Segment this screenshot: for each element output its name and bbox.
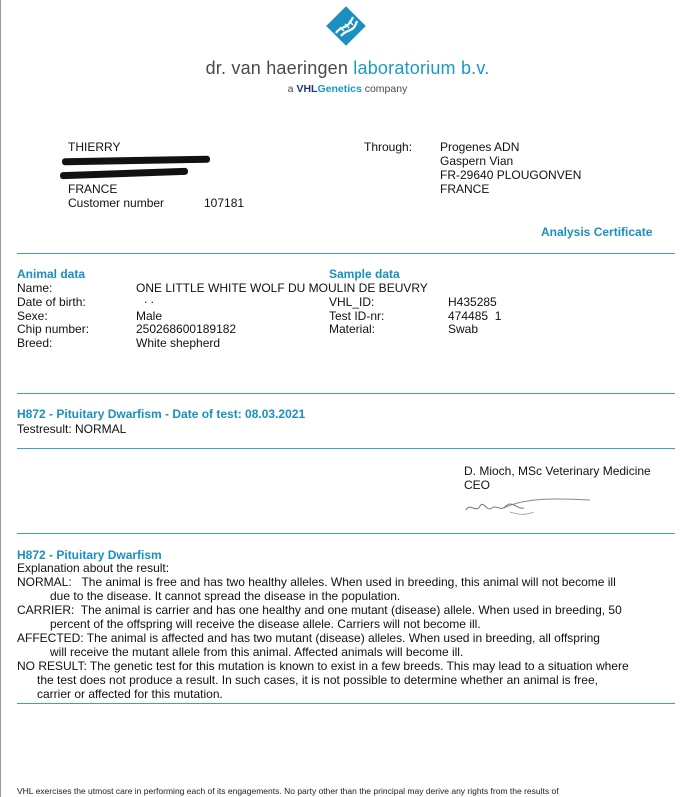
chip-label: Chip number:	[17, 322, 90, 336]
animal-data-heading: Animal data	[17, 267, 86, 281]
sex-label: Sexe:	[17, 309, 48, 323]
noresult-line-2: the test does not produce a result. In such cases, it is not possible to determine whether an animal is free,	[37, 673, 598, 687]
redacted-address-line-2	[60, 168, 188, 179]
vhl-id-label: VHL_ID:	[329, 295, 375, 309]
result-heading: H872 - Pituitary Dwarfism - Date of test: 08.03.2021	[17, 407, 306, 421]
sample-data-heading: Sample data	[329, 267, 400, 281]
affected-line-2: will receive the mutant allele from this animal. Affected animals will become ill.	[50, 645, 464, 659]
sex-value: Male	[136, 309, 163, 323]
divider	[17, 253, 675, 254]
redacted-address-line-1	[62, 156, 210, 166]
lab-name: dr. van haeringen laboratorium b.v.	[205, 58, 490, 78]
signatory-title: CEO	[464, 478, 491, 492]
vhl-id-value: H435285	[448, 295, 497, 309]
breed-label: Breed:	[17, 336, 53, 350]
test-result: Testresult: NORMAL	[17, 422, 127, 436]
dob-label: Date of birth:	[17, 295, 86, 309]
explanation-intro: Explanation about the result:	[17, 561, 170, 575]
divider	[17, 533, 675, 534]
material-label: Material:	[329, 322, 376, 336]
test-id-label: Test ID-nr:	[329, 309, 385, 323]
through-label: Through:	[364, 140, 413, 154]
name-label: Name:	[17, 281, 53, 295]
chip-value: 250268600189182	[136, 322, 237, 336]
customer-country: FRANCE	[68, 182, 118, 196]
divider	[17, 393, 675, 394]
material-value: Swab	[448, 322, 479, 336]
customer-name: THIERRY	[68, 140, 121, 154]
animal-name: ONE LITTLE WHITE WOLF DU MOULIN DE BEUVRY	[136, 281, 428, 295]
company-tagline: a VHLGenetics company	[287, 83, 408, 95]
divider	[17, 448, 675, 449]
customer-number-label: Customer number	[68, 196, 165, 210]
normal-line-1: NORMAL: The animal is free and has two healthy alleles. When used in breeding, this animal will not become ill	[17, 575, 616, 589]
customer-number: 107181	[204, 196, 245, 210]
carrier-line-1: CARRIER: The animal is carrier and has one healthy and one mutant (disease) allele. When used in breeding, 50	[17, 603, 622, 617]
test-id-value: 474485 1	[448, 309, 502, 323]
noresult-line-3: carrier or affected for this mutation.	[37, 687, 223, 701]
dob-value: . .	[144, 292, 155, 306]
carrier-line-2: percent of the offspring will receive the disease allele. Carriers will not become ill.	[50, 617, 481, 631]
through-line: Gaspern Vian	[440, 154, 514, 168]
signatory-name: D. Mioch, MSc Veterinary Medicine	[464, 464, 651, 478]
through-line: Progenes ADN	[440, 140, 520, 154]
affected-line-1: AFFECTED: The animal is affected and has two mutant (disease) alleles. When used in breeding, all offspring	[17, 631, 600, 645]
dna-diamond-icon	[323, 3, 369, 49]
divider	[17, 703, 675, 704]
through-line: FRANCE	[440, 182, 490, 196]
noresult-line-1: NO RESULT: The genetic test for this mutation is known to exist in a few breeds. This may lead to a situation where	[17, 659, 629, 673]
footer-disclaimer: VHL exercises the utmost care in performing each of its engagements. No party other than the principal may derive any rights from the results of	[17, 786, 559, 796]
explanation-heading: H872 - Pituitary Dwarfism	[17, 548, 162, 562]
page-edge	[0, 0, 1, 797]
normal-line-2: due to the disease. It cannot spread the disease in the population.	[50, 589, 401, 603]
breed-value: White shepherd	[136, 336, 221, 350]
signature-image	[464, 494, 594, 522]
through-line: FR-29640 PLOUGONVEN	[440, 168, 582, 182]
certificate-title: Analysis Certificate	[541, 225, 653, 239]
